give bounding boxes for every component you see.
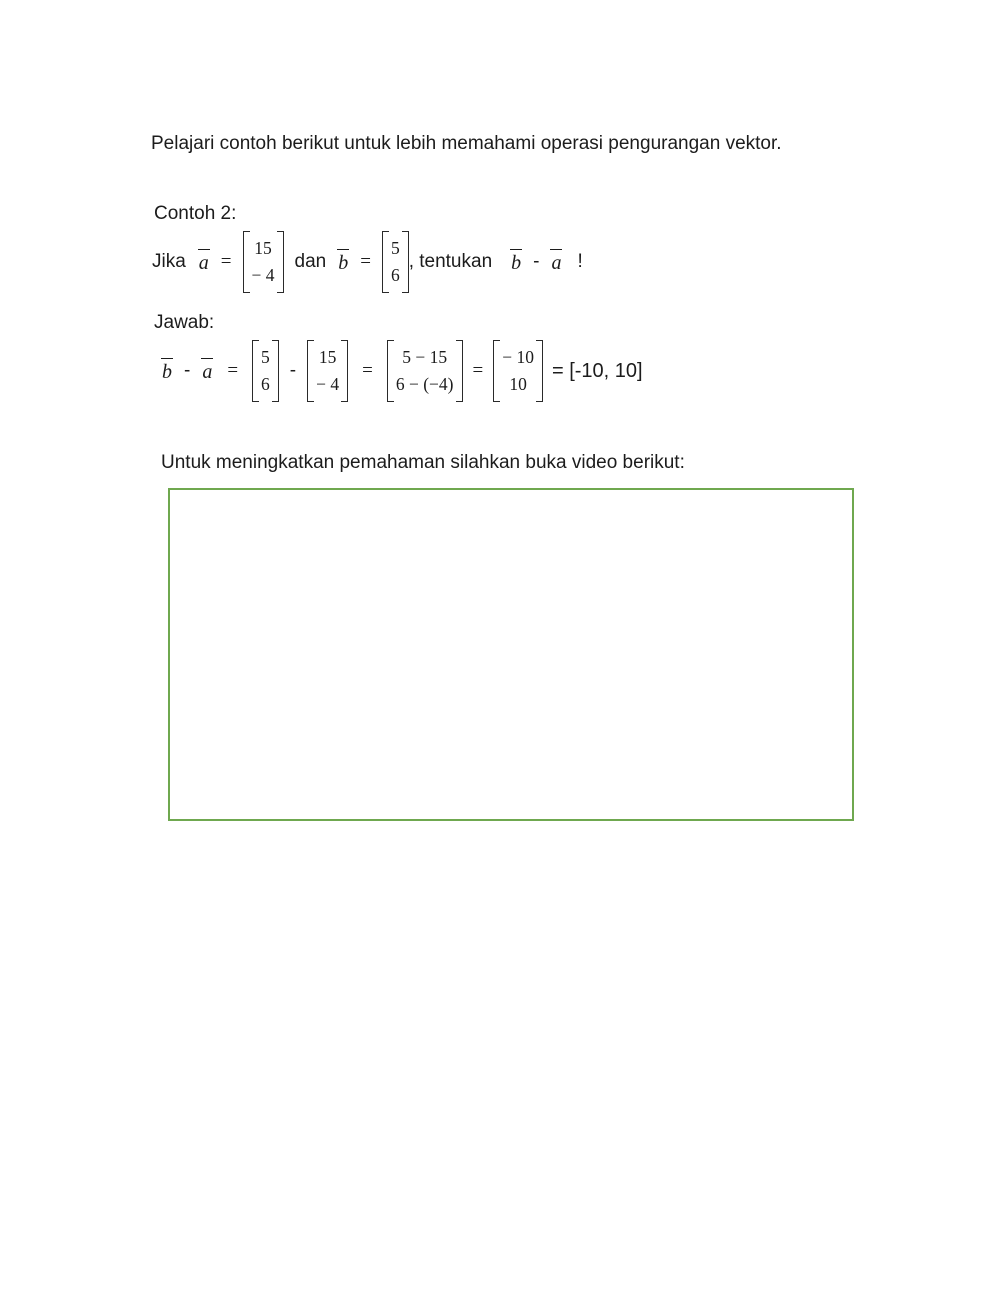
intro-paragraph: Pelajari contoh berikut untuk lebih memahami operasi pengurangan vektor. xyxy=(151,133,782,154)
vector-a-symbol: a xyxy=(548,249,564,275)
solution-line xyxy=(156,336,643,406)
vector-a-matrix xyxy=(307,340,348,402)
vector-b-symbol: b xyxy=(335,249,351,275)
minus-sign: - xyxy=(184,360,191,381)
vector-b-matrix xyxy=(252,340,279,402)
video-placeholder[interactable] xyxy=(168,488,854,821)
final-result: = [-10, 10] xyxy=(551,359,643,382)
vector-a-matrix xyxy=(243,231,284,293)
matrix-cell: 10 xyxy=(509,374,527,394)
minus-sign: - xyxy=(533,251,540,272)
problem-statement xyxy=(152,228,583,296)
equals-sign: = xyxy=(360,251,371,272)
difference-matrix xyxy=(387,340,463,402)
example-label: Contoh 2: xyxy=(154,203,237,224)
equals-sign: = xyxy=(220,251,232,272)
minus-sign: - xyxy=(289,360,297,381)
equals-sign: = xyxy=(227,360,239,381)
video-prompt: Untuk meningkatkan pemahaman silahkan buka video berikut: xyxy=(161,452,685,473)
vector-b-symbol: b xyxy=(159,358,175,384)
vector-b-matrix xyxy=(382,231,409,293)
conjunction-text: dan xyxy=(294,251,327,272)
exclamation-mark: ! xyxy=(577,251,583,272)
matrix-cell: 5 − 15 xyxy=(402,346,448,367)
vector-a-symbol: a xyxy=(196,249,212,275)
matrix-cell: 6 xyxy=(261,374,270,394)
problem-lead: Jika xyxy=(152,251,186,272)
equals-sign: = xyxy=(362,360,373,381)
matrix-cell: 15 xyxy=(318,346,337,367)
matrix-cell: − 10 xyxy=(502,346,534,367)
matrix-cell: 6 xyxy=(390,265,400,285)
matrix-cell: − 4 xyxy=(251,265,275,285)
matrix-cell: 15 xyxy=(254,237,272,258)
problem-tail: , tentukan xyxy=(408,251,493,272)
equals-sign: = xyxy=(472,360,484,381)
vector-b-symbol: b xyxy=(508,249,524,275)
result-matrix xyxy=(493,340,543,402)
matrix-cell: − 4 xyxy=(316,374,340,394)
answer-label: Jawab: xyxy=(154,312,215,333)
matrix-cell: 6 − (−4) xyxy=(395,374,454,394)
matrix-cell: 5 xyxy=(261,346,270,367)
matrix-cell: 5 xyxy=(390,237,400,258)
vector-a-symbol: a xyxy=(199,358,215,384)
